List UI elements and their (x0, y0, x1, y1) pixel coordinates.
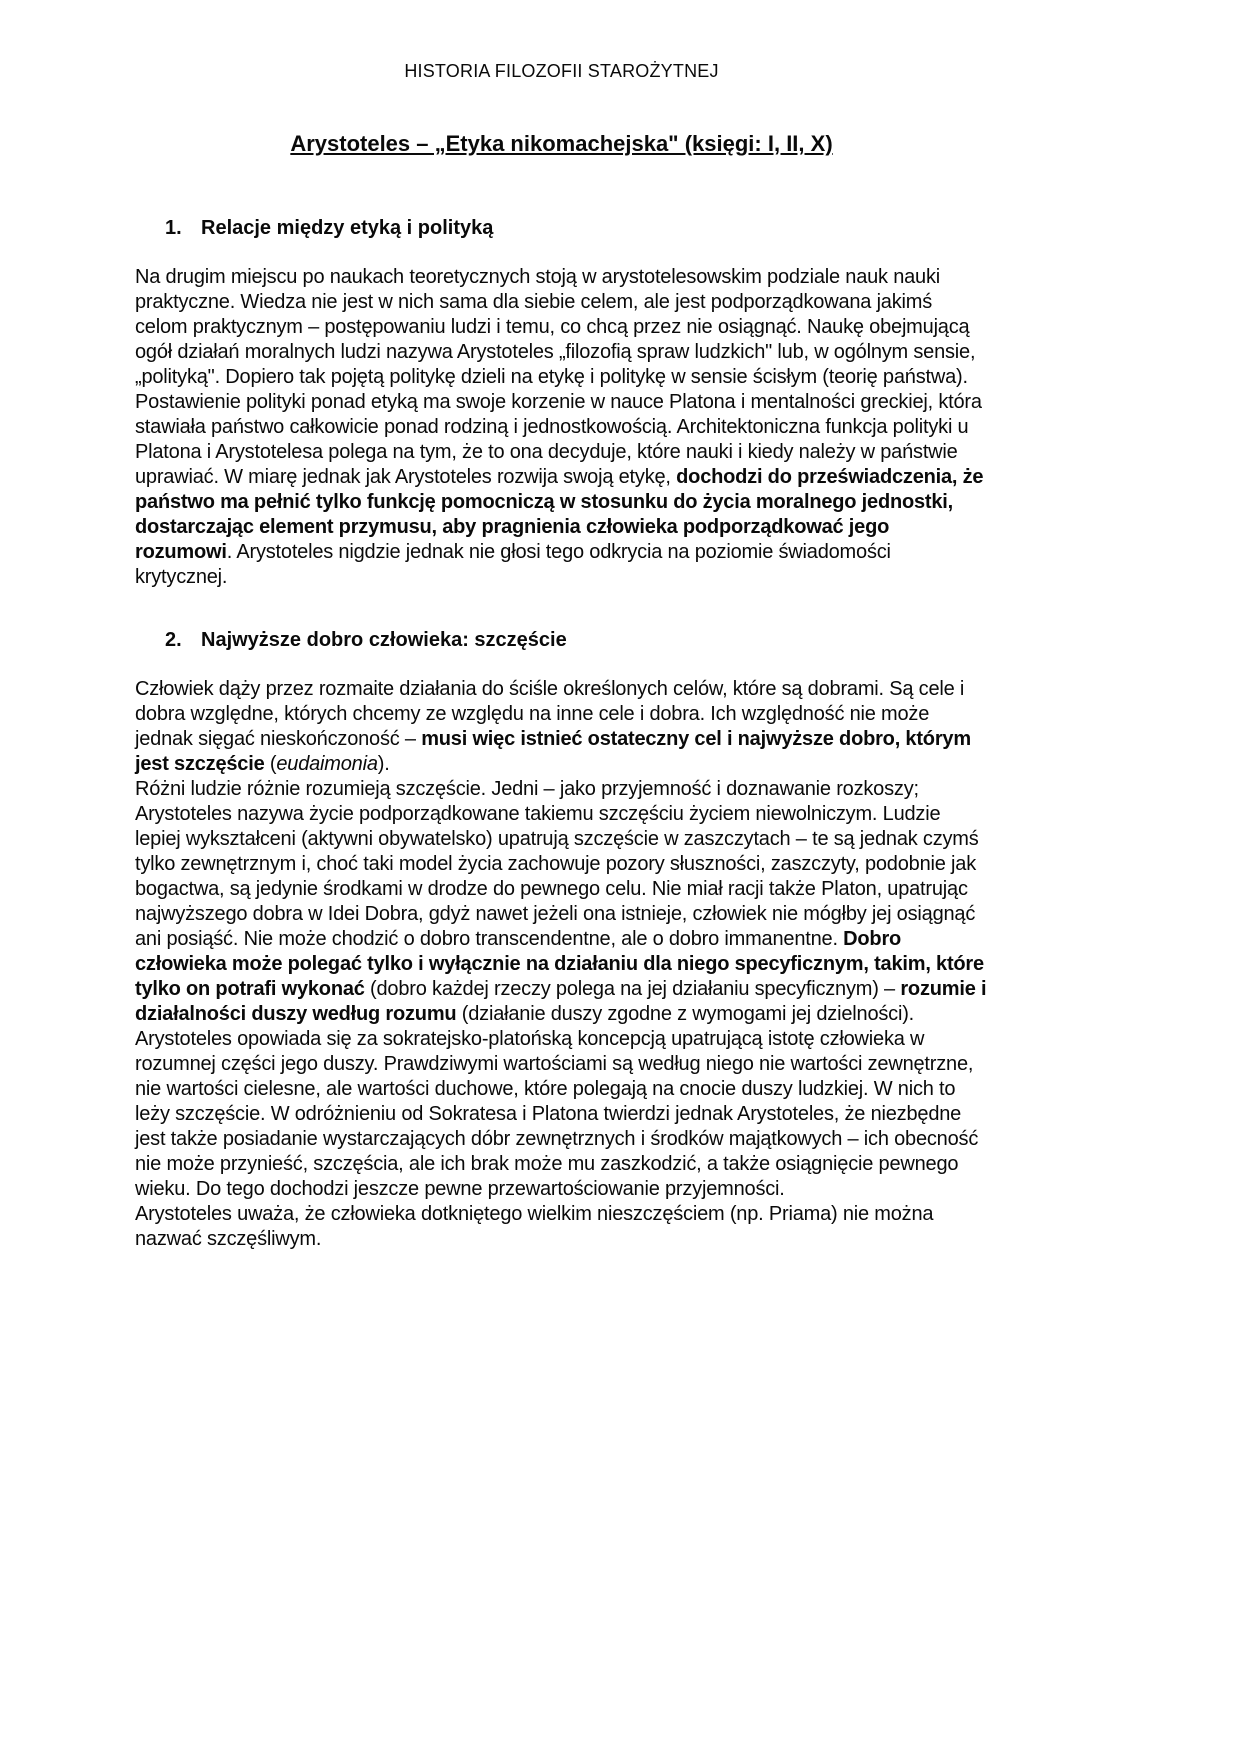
document-title: Arystoteles – „Etyka nikomachejska" (księgi: I, II, X) (290, 131, 833, 156)
section-heading-label: Relacje między etyką i polityką (201, 217, 494, 239)
section-heading-label: Najwyższe dobro człowieka: szczęście (201, 629, 567, 651)
course-header: HISTORIA FILOZOFII STAROŻYTNEJ (404, 61, 719, 81)
section-heading (135, 628, 988, 653)
section-number: 2. (165, 629, 182, 651)
section-body (135, 677, 988, 1252)
section-heading (135, 216, 988, 241)
section-najwyzsze-dobro-czlowieka (135, 628, 988, 1252)
paragraph: Na drugim miejscu po naukach teoretycznych stoją w arystotelesowskim podziale nauk nauki praktyczne. Wiedza nie jest w nich sama dla siebie celem, ale jest podporządkowana jakimś celom praktycznym – postępowaniu ludzi i temu, co chcą przez nie osiągnąć. Naukę obejmującą ogół działań moralnych ludzi nazywa Arystoteles „filozofią spraw ludzkich" lub, w ogólnym sensie, „polityką". Dopiero tak pojętą politykę dzieli na etykę i politykę w sensie ścisłym (teorię państwa). Postawienie polityki ponad etyką ma swoje korzenie w nauce Platona i mentalności greckiej, która stawiała państwo całkowicie ponad rodziną i jednostkowością. Architektoniczna funkcja polityki u Platona i Arystotelesa polega na tym, że to ona decyduje, które nauki i kiedy należy w państwie uprawiać. W miarę jednak jak Arystoteles rozwija swoją etykę, dochodzi do przeświadczenia, że państwo ma pełnić tylko funkcję pomocniczą w stosunku do życia moralnego jednostki, dostarczając element przymusu, aby pragnienia człowieka podporządkować jego rozumowi. Arystoteles nigdzie jednak nie głosi tego odkrycia na poziomie świadomości krytycznej. (135, 266, 984, 588)
section-relacje-miedzy-etyka-i-polityka (135, 216, 988, 590)
section-body (135, 265, 988, 590)
section-number: 1. (165, 217, 182, 239)
paragraph: Różni ludzie różnie rozumieją szczęście. Jedni – jako przyjemność i doznawanie rozkoszy; Arystoteles nazywa życie podporządkowane takiemu szczęściu życiem niewolniczym. Ludzie lepiej wykształceni (aktywni obywatelsko) upatrują szczęście w zaszczytach – te są jednak czymś tylko zewnętrznym i, choć taki model życia zachowuje pozory słuszności, zaszczyty, podobnie jak bogactwa, są jedynie środkami w drodze do pewnego celu. Nie miał racji także Platon, upatrując najwyższego dobra w Idei Dobra, gdyż nawet jeżeli ona istnieje, człowiek nie mógłby jej osiągnąć ani posiąść. Nie może chodzić o dobro transcendentne, ale o dobro immanentne. Dobro człowieka może polegać tylko i wyłącznie na działaniu dla niego specyficznym, takim, które tylko on potrafi wykonać (dobro każdej rzeczy polega na jej działaniu specyficznym) – rozumie i działalności duszy według rozumu (działanie duszy zgodne z wymogami jej dzielności). Arystoteles opowiada się za sokratejsko-platońską koncepcją upatrującą istotę człowieka w rozumnej części jego duszy. Prawdziwymi wartościami są według niego nie wartości zewnętrzne, nie wartości cielesne, ale wartości duchowe, które polegają na cnocie duszy ludzkiej. W nich to leży szczęście. W odróżnieniu od Sokratesa i Platona twierdzi jednak Arystoteles, że niezbędne jest także posiadanie wystarczających dóbr zewnętrznych i środków majątkowych – ich obecność nie może przynieść, szczęścia, ale ich brak może mu zaszkodzić, a także osiągnięcie pewnego wieku. Do tego dochodzi jeszcze pewne przewartościowanie przyjemności. (135, 778, 987, 1200)
paragraph: Człowiek dąży przez rozmaite działania do ściśle określonych celów, które są dobrami. Są cele i dobra względne, których chcemy ze względu na inne cele i dobra. Ich względność nie może jednak sięgać nieskończoność – musi więc istnieć ostateczny cel i najwyższe dobro, którym jest szczęście (eudaimonia). (135, 678, 971, 775)
paragraph: Arystoteles uważa, że człowieka dotkniętego wielkim nieszczęściem (np. Priama) nie można nazwać szczęśliwym. (135, 1203, 934, 1250)
